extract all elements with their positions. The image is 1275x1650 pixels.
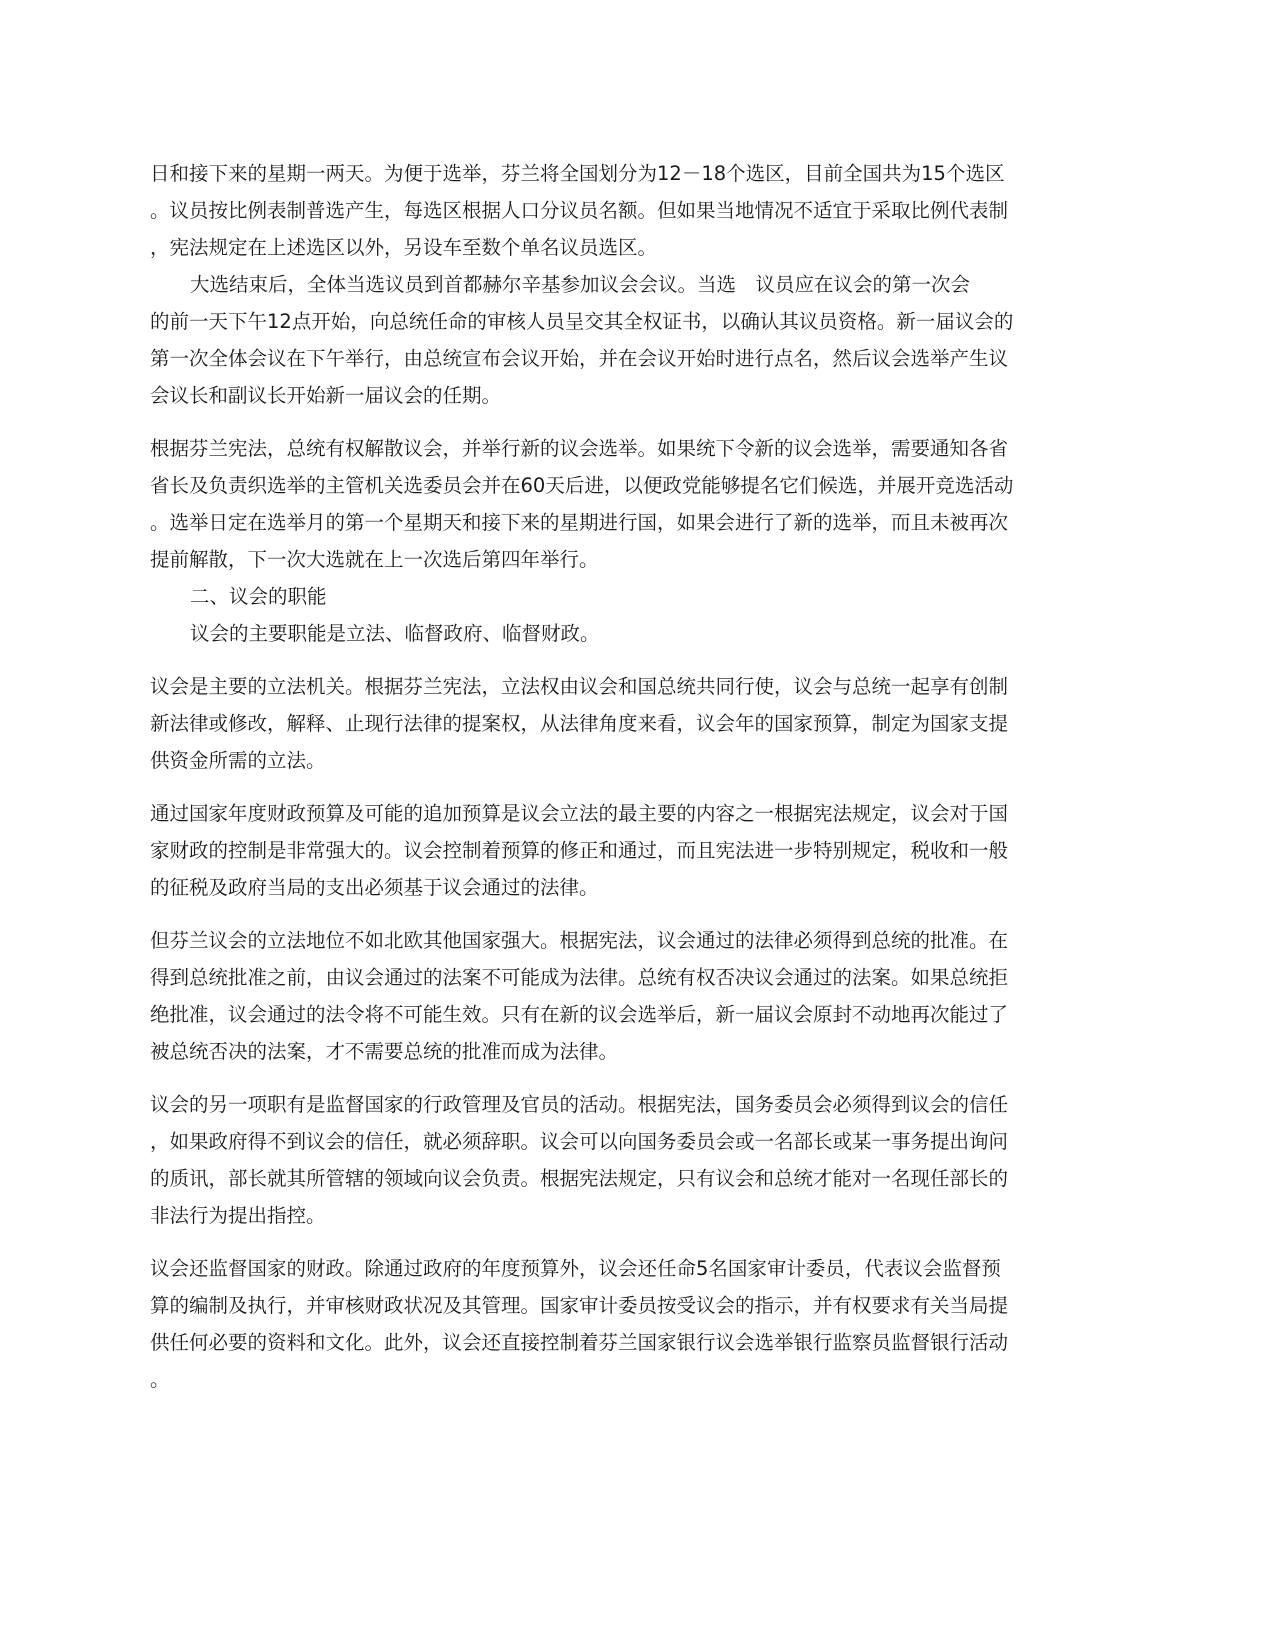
text-line: 。议员按比例表制普选产生，每选区根据人口分议员名额。但如果当地情况不适宜于采取比例代表制 (150, 199, 1009, 222)
text-line: ，宪法规定在上述选区以外，另设车至数个单名议员选区。 (150, 236, 658, 259)
text-line: 议会还监督国家的财政。除通过政府的年度预算外，议会还任命5名国家审计委员，代表议会监督预 (150, 1257, 1001, 1280)
section-heading-text: 二、议会的职能 (190, 585, 327, 608)
text-line: 议会的主要职能是立法、临督政府、临督财政。 (190, 622, 600, 645)
text-line: 得到总统批准之前，由议会通过的法案不可能成为法律。总统有权否决议会通过的法案。如果总统拒 (150, 966, 1009, 989)
text-line: 新法律或修改，解释、止现行法律的提案权，从法律角度来看，议会年的国家预算，制定为国家支提 (150, 712, 1009, 735)
paragraph-finance (150, 1250, 1120, 1398)
paragraph-gap (150, 1234, 1120, 1250)
text-line: 议会是主要的立法机关。根据芬兰宪法，立法权由议会和国总统共同行使，议会与总统一起享有创制 (150, 675, 1009, 698)
text-line: ，如果政府得不到议会的信任，就必须辞职。议会可以向国务委员会或一名部长或某一事务提出询问 (150, 1130, 1009, 1153)
paragraph-president-veto (150, 922, 1120, 1070)
paragraph-main-functions (150, 615, 1120, 652)
paragraph-oversight (150, 1086, 1120, 1234)
paragraph-budget (150, 795, 1120, 906)
text-line: 第一次全体会议在下午举行，由总统宣布会议开始，并在会议开始时进行点名，然后议会选举产生议 (150, 347, 1009, 370)
paragraph-first-session (150, 266, 1120, 414)
paragraph-gap (150, 906, 1120, 922)
text-line: 的质讯，部长就其所管辖的领域向议会负责。根据宪法规定，只有议会和总统才能对一名现任部长的 (150, 1167, 1009, 1190)
paragraph-electoral-districts (150, 155, 1120, 266)
text-line: 省长及负责织选举的主管机关选委员会并在60天后进，以便政党能够提名它们候选，并展开竞选活动 (150, 474, 1014, 497)
text-line: 议会的另一项职有是监督国家的行政管理及官员的活动。根据宪法，国务委员会必须得到议会的信任 (150, 1093, 1009, 1116)
text-line: 日和接下来的星期一两天。为便于选举，芬兰将全国划分为12－18个选区，目前全国共为15个选区 (150, 162, 1005, 185)
paragraph-dissolution (150, 430, 1120, 578)
text-line: 大选结束后，全体当选议员到首都赫尔辛基参加议会会议。当选 议员应在议会的第一次会 (190, 273, 971, 296)
paragraph-gap (150, 779, 1120, 795)
paragraph-gap (150, 414, 1120, 430)
paragraph-gap (150, 1070, 1120, 1086)
text-line: 的征税及政府当局的支出必须基于议会通过的法律。 (150, 876, 599, 899)
text-line: 但芬兰议会的立法地位不如北欧其他国家强大。根据宪法，议会通过的法律必须得到总统的批准。在 (150, 929, 1009, 952)
text-line: 算的编制及执行，并审核财政状况及其管理。国家审计委员按受议会的指示，并有权要求有关当局提 (150, 1294, 1009, 1317)
text-line: 供任何必要的资料和文化。此外，议会还直接控制着芬兰国家银行议会选举银行监察员监督银行活动 (150, 1331, 1009, 1354)
text-line: 。选举日定在选举月的第一个星期天和接下来的星期进行国，如果会进行了新的选举，而且未被再次 (150, 511, 1009, 534)
paragraph-gap (150, 652, 1120, 668)
text-line: 家财政的控制是非常强大的。议会控制着预算的修正和通过，而且宪法进一步特别规定，税收和一般 (150, 839, 1009, 862)
text-line: 非法行为提出指控。 (150, 1204, 326, 1227)
text-line: 根据芬兰宪法，总统有权解散议会，并举行新的议会选举。如果统下令新的议会选举，需要通知各省 (150, 437, 1009, 460)
text-line: 通过国家年度财政预算及可能的追加预算是议会立法的最主要的内容之一根据宪法规定，议会对于国 (150, 802, 1009, 825)
text-line: 供资金所需的立法。 (150, 749, 326, 772)
text-line: 。 (150, 1368, 170, 1391)
text-line: 被总统否决的法案，才不需要总统的批准而成为法律。 (150, 1040, 619, 1063)
paragraph-legislation (150, 668, 1120, 779)
document-page (150, 155, 1120, 1398)
text-line: 的前一天下午12点开始，向总统任命的审核人员呈交其全权证书，以确认其议员资格。新一届议会的 (150, 310, 1014, 333)
text-line: 绝批准，议会通过的法令将不可能生效。只有在新的议会选举后，新一届议会原封不动地再次能过了 (150, 1003, 1009, 1026)
text-line: 提前解散，下一次大选就在上一次选后第四年举行。 (150, 548, 599, 571)
text-line: 会议长和副议长开始新一届议会的任期。 (150, 384, 502, 407)
section-heading (150, 578, 1120, 615)
